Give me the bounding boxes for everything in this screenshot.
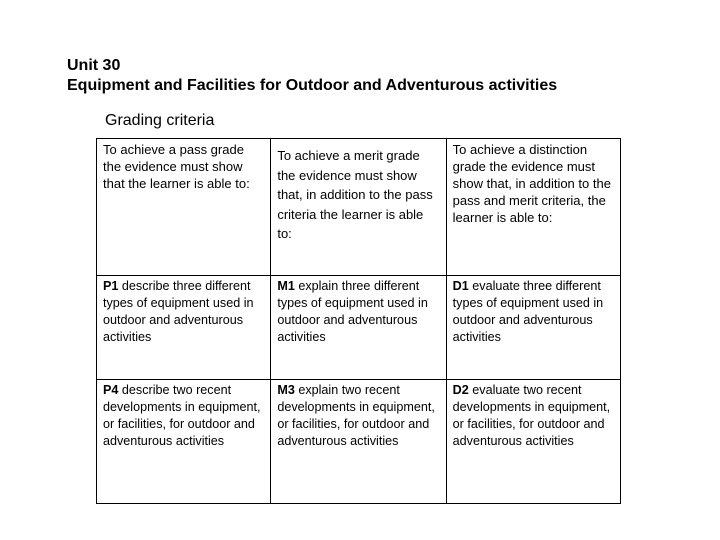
criterion-code: M1 <box>277 279 295 293</box>
section-title: Grading criteria <box>105 112 215 129</box>
criterion-code: M3 <box>277 383 295 397</box>
table-cell-d2 <box>446 380 620 504</box>
grading-criteria-table <box>96 138 621 504</box>
table-row <box>97 276 621 380</box>
criterion-text: describe two recent developments in equipment, or facilities, for outdoor and adventurous activities <box>103 383 261 448</box>
table-row <box>97 380 621 504</box>
unit-number: Unit 30 <box>67 57 121 74</box>
criterion-code: P1 <box>103 279 119 293</box>
table-header-row <box>97 139 621 276</box>
table-cell-m3 <box>271 380 446 504</box>
page-title <box>67 56 557 96</box>
column-header-merit: To achieve a merit grade the evidence must show that, in addition to the pass criteria the learner is able to: <box>271 139 446 276</box>
column-header-distinction: To achieve a distinction grade the evidence must show that, in addition to the pass and merit criteria, the learner is able to: <box>446 139 620 276</box>
criterion-code: D1 <box>452 279 469 293</box>
table-cell-p1 <box>97 276 271 380</box>
criterion-code: P4 <box>103 383 119 397</box>
criterion-text: explain three different types of equipment used in outdoor and adventurous activities <box>277 279 428 344</box>
table-cell-m1 <box>271 276 446 380</box>
criterion-text: evaluate three different types of equipment used in outdoor and adventurous activities <box>452 279 604 344</box>
criterion-code: D2 <box>452 383 469 397</box>
unit-title: Equipment and Facilities for Outdoor and Adventurous activities <box>67 77 558 94</box>
table-cell-p4 <box>97 380 271 504</box>
table-cell-d1 <box>446 276 620 380</box>
criterion-text: explain two recent developments in equipment, or facilities, for outdoor and adventurous activities <box>277 383 435 448</box>
criterion-text: describe three different types of equipment used in outdoor and adventurous activities <box>103 279 254 344</box>
criterion-text: evaluate two recent developments in equipment, or facilities, for outdoor and adventurous activities <box>452 383 611 448</box>
column-header-pass: To achieve a pass grade the evidence must show that the learner is able to: <box>97 139 271 276</box>
